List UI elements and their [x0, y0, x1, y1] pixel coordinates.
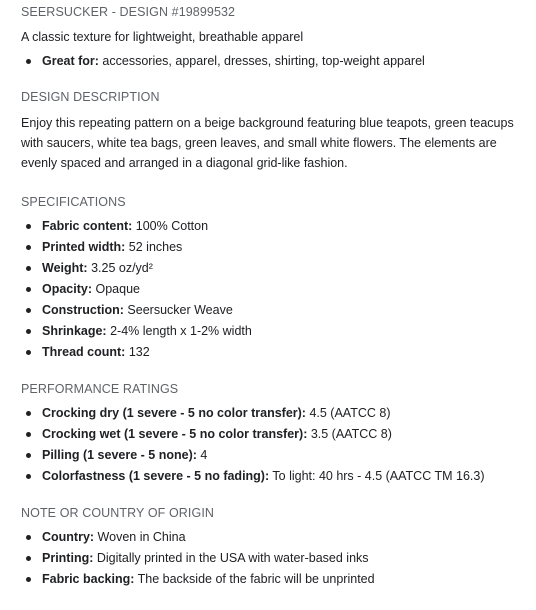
- list-item: [21, 342, 536, 363]
- list-item: [21, 216, 536, 237]
- description-heading: DESIGN DESCRIPTION: [21, 90, 160, 104]
- bullet-icon: [26, 411, 31, 416]
- list-item-value: Digitally printed in the USA with water-based inks: [93, 551, 369, 565]
- list-item-great-for: [21, 51, 536, 72]
- list-item-value: To light: 40 hrs - 4.5 (AATCC TM 16.3): [269, 469, 485, 483]
- bullet-icon: [26, 556, 31, 561]
- product-title: SEERSUCKER - DESIGN #19899532: [21, 5, 236, 19]
- list-item-value: accessories, apparel, dresses, shirting, top-weight apparel: [98, 54, 425, 68]
- list-item-label: Crocking dry (1 severe - 5 no color transfer):: [42, 406, 306, 420]
- list-item-label: Pilling (1 severe - 5 none):: [42, 448, 197, 462]
- list-item-label: Country:: [42, 530, 95, 544]
- origin-heading: NOTE OR COUNTRY OF ORIGIN: [21, 506, 215, 520]
- bullet-icon: [26, 224, 31, 229]
- bullet-icon: [26, 287, 31, 292]
- bullet-icon: [26, 350, 31, 355]
- bullet-icon: [26, 474, 31, 479]
- performance-heading: PERFORMANCE RATINGS: [21, 382, 179, 396]
- performance-list: [21, 403, 536, 487]
- list-item-value: 2-4% length x 1-2% width: [106, 324, 252, 338]
- list-item-value: 4.5 (AATCC 8): [305, 406, 391, 420]
- great-for-list: [21, 51, 536, 72]
- bullet-icon: [26, 432, 31, 437]
- list-item: [21, 237, 536, 258]
- list-item-value: Woven in China: [94, 530, 186, 544]
- list-item-label: Great for:: [42, 54, 99, 68]
- list-item-value: 132: [125, 345, 150, 359]
- bullet-icon: [26, 535, 31, 540]
- list-item-label: Fabric backing:: [42, 572, 135, 586]
- list-item-label: Crocking wet (1 severe - 5 no color transfer):: [42, 427, 308, 441]
- list-item-label: Printing:: [42, 551, 94, 565]
- list-item: [21, 569, 536, 590]
- bullet-icon: [26, 245, 31, 250]
- bullet-icon: [26, 453, 31, 458]
- product-intro: A classic texture for lightweight, breathable apparel: [21, 30, 304, 44]
- specifications-list: [21, 216, 536, 363]
- list-item-value: The backside of the fabric will be unprinted: [134, 572, 375, 586]
- list-item: [21, 548, 536, 569]
- list-item-value: 3.5 (AATCC 8): [307, 427, 392, 441]
- list-item-label: Construction:: [42, 303, 124, 317]
- list-item-value: Opaque: [92, 282, 140, 296]
- list-item-label: Printed width:: [42, 240, 126, 254]
- list-item-label: Shrinkage:: [42, 324, 107, 338]
- list-item-value: Seersucker Weave: [123, 303, 233, 317]
- bullet-icon: [26, 266, 31, 271]
- list-item-value: 3.25 oz/yd²: [87, 261, 153, 275]
- origin-list: [21, 527, 536, 590]
- bullet-icon: [26, 308, 31, 313]
- list-item-label: Thread count:: [42, 345, 126, 359]
- list-item-value: 52 inches: [125, 240, 183, 254]
- list-item: [21, 300, 536, 321]
- list-item-label: Weight:: [42, 261, 88, 275]
- list-item: [21, 424, 536, 445]
- description-text: Enjoy this repeating pattern on a beige background featuring blue teapots, green teacups with saucers, white tea bags, green leaves, and small white flowers. The elements are evenly spaced and arranged in a diagonal grid-like fashion.: [21, 116, 514, 170]
- list-item-label: Colorfastness (1 severe - 5 no fading):: [42, 469, 270, 483]
- list-item-value: 4: [196, 448, 208, 462]
- list-item-label: Opacity:: [42, 282, 93, 296]
- bullet-icon: [26, 329, 31, 334]
- list-item: [21, 445, 536, 466]
- list-item: [21, 279, 536, 300]
- bullet-icon: [26, 59, 31, 64]
- list-item: [21, 403, 536, 424]
- list-item-label: Fabric content:: [42, 219, 133, 233]
- specifications-heading: SPECIFICATIONS: [21, 195, 126, 209]
- list-item: [21, 258, 536, 279]
- bullet-icon: [26, 577, 31, 582]
- list-item: [21, 321, 536, 342]
- list-item-value: 100% Cotton: [132, 219, 209, 233]
- list-item: [21, 466, 536, 487]
- list-item: [21, 527, 536, 548]
